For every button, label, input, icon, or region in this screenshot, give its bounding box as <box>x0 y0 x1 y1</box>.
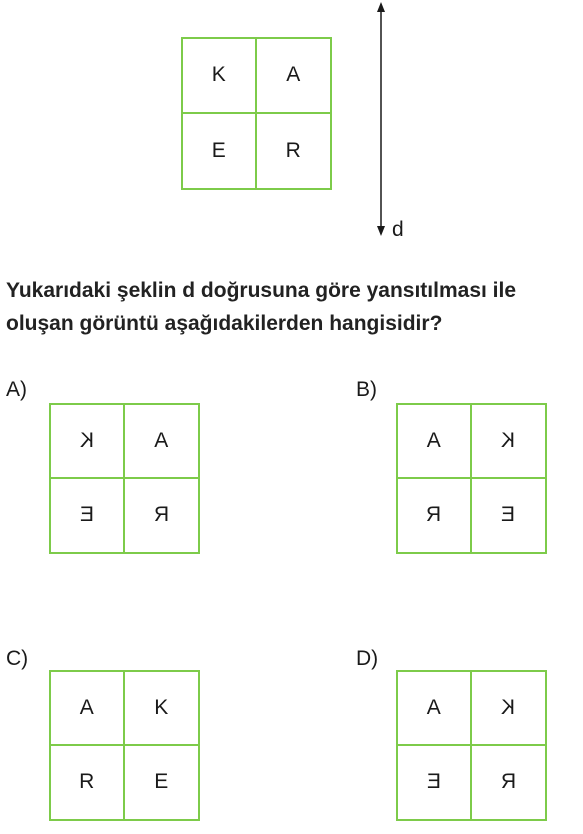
grid-cell <box>398 405 472 479</box>
grid-cell <box>183 114 257 189</box>
grid-cell <box>398 746 472 820</box>
option-b-grid[interactable] <box>396 403 547 554</box>
cell-letter: E <box>211 138 226 162</box>
cell-letter: A <box>426 428 441 452</box>
cell-letter: K <box>154 695 169 719</box>
grid-cell <box>51 479 125 553</box>
grid-cell <box>398 479 472 553</box>
cell-letter: R <box>285 138 301 162</box>
cell-letter: K <box>501 695 516 719</box>
option-c-grid[interactable] <box>49 670 200 821</box>
option-a-label[interactable]: A) <box>6 378 27 401</box>
grid-cell <box>51 672 125 746</box>
grid-cell <box>257 39 331 114</box>
line-label: d <box>392 218 404 241</box>
cell-letter: E <box>79 503 94 527</box>
grid-cell <box>51 405 125 479</box>
grid-cell <box>125 479 199 553</box>
original-letter-grid <box>181 37 332 190</box>
option-d-grid[interactable] <box>396 670 547 821</box>
cell-letter: E <box>426 770 441 794</box>
grid-cell <box>257 114 331 189</box>
cell-letter: A <box>79 695 94 719</box>
option-d-label[interactable]: D) <box>356 647 379 670</box>
cell-letter: A <box>286 63 301 87</box>
cell-letter: R <box>500 770 516 794</box>
cell-letter: K <box>79 428 94 452</box>
cell-letter: E <box>154 770 169 794</box>
grid-cell <box>183 39 257 114</box>
question-text <box>6 274 581 340</box>
cell-letter: R <box>153 503 169 527</box>
grid-cell <box>125 672 199 746</box>
cell-letter: A <box>426 695 441 719</box>
grid-cell <box>472 479 546 553</box>
cell-letter: K <box>211 63 226 87</box>
cell-letter: R <box>426 503 442 527</box>
line-d-arrow <box>370 0 410 250</box>
option-c-label[interactable]: C) <box>6 647 29 670</box>
cell-letter: E <box>501 503 516 527</box>
cell-letter: K <box>501 428 516 452</box>
option-b-label[interactable]: B) <box>356 378 377 401</box>
grid-cell <box>472 746 546 820</box>
cell-letter: A <box>154 428 169 452</box>
question-line: Yukarıdaki şeklin d doğrusuna göre yansıtılması ile <box>6 279 517 302</box>
grid-cell <box>51 746 125 820</box>
cell-letter: R <box>79 770 95 794</box>
grid-cell <box>398 672 472 746</box>
grid-cell <box>472 405 546 479</box>
grid-cell <box>125 405 199 479</box>
question-line: oluşan görüntü aşağıdakilerden hangisidir? <box>6 312 443 335</box>
grid-cell <box>472 672 546 746</box>
option-a-grid[interactable] <box>49 403 200 554</box>
grid-cell <box>125 746 199 820</box>
